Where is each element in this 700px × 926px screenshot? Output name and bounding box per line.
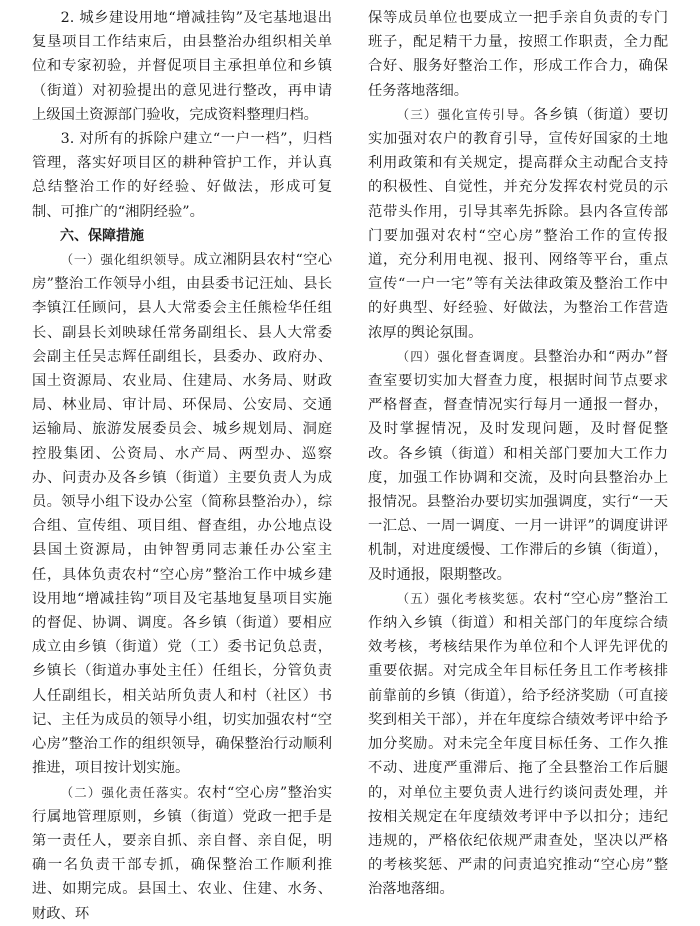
- measure-3-lead: （三）强化宣传引导。: [396, 106, 534, 122]
- measure-5-lead: （五）强化考核奖惩。: [396, 590, 534, 606]
- measure-5-paragraph: [368, 587, 668, 902]
- continued-paragraph: 保等成员单位也要成立一把手亲自负责的专门班子，配足精干力量，按照工作职责，全力配合好、服务好整治工作，形成工作合力，确保任务落地落细。: [368, 10, 668, 99]
- paragraph-item-3: 3. 对所有的拆除户建立“一户一档”，归档管理，落实好项目区的耕种管护工作，并认真总结整治工作的好经验、好做法，形成可复制、可推广的“湘阴经验”。: [32, 131, 332, 220]
- measure-1-paragraph: [32, 248, 332, 780]
- measure-3-paragraph: [368, 103, 668, 345]
- measure-4-text: 县整治办和“两办”督查室要切实加大督查力度，根据时间节点要求严格督查，督查情况实行每月一通报一督办，及时掌握情况，及时发现问题，及时督促整改。各乡镇（街道）和相关部门要加大工作力度，加强工作协调和交流，及时向县整治办上报情况。县整治办要切实加强调度，实行“一天一汇总、一周一调度、一月一讲评”的调度讲评机制，对进度缓慢、工作滞后的乡镇（街道），及时通报，限期整改。: [368, 348, 668, 583]
- measure-2-lead: （二）强化责任落实。: [60, 784, 198, 800]
- paragraph-item-2: 2. 城乡建设用地“增减挂钩”及宅基地退出复垦项目工作结束后，由县整治办组织相关单位和专家初验，并督促项目主承担单位和乡镇（街道）对初验提出的意见进行整改，再申请上级国土资源部门验收，完成资料整理归档。: [32, 10, 332, 123]
- right-column: [368, 6, 668, 902]
- measure-4-paragraph: [368, 345, 668, 587]
- measure-2-paragraph: [32, 781, 332, 926]
- measure-5-text: 农村“空心房”整治工作纳入乡镇（街道）和相关部门的年度综合绩效考核，考核结果作为单位和个人评先评优的重要依据。对完成全年目标任务且工作考核排前靠前的乡镇（街道），给予经济奖励（可直接奖到相关干部），并在年度综合绩效考评中给予加分奖励。对未完全年度目标任务、工作久推不动、进度严重滞后、拖了全县整治工作后腿的，对单位主要负责人进行约谈问责处理，并按相关规定在年度绩效考评中予以扣分；违纪违规的，严格依纪依规严肃查处，坚决以严格的考核奖惩、严肃的问责追究推动“空心房”整治落地落细。: [368, 590, 668, 898]
- measure-4-lead: （四）强化督查调度。: [396, 348, 534, 364]
- measure-2-text: 农村“空心房”整治实行属地管理原则，乡镇（街道）党政一把手是第一责任人，要亲自抓、亲自督、亲自促，明确一名负责干部专抓，确保整治工作顺利推进、如期完成。县国土、农业、住建、水务、财政、环: [32, 784, 332, 922]
- measure-1-text: 成立湘阴县农村“空心房”整治工作领导小组，由县委书记汪灿、县长李镇江任顾问，县人大常委会主任熊检华任组长、副县长刘映球任常务副组长、县人大常委会副主任吴志辉任副组长，县委办、政府办、国土资源局、农业局、住建局、水务局、财政局、林业局、审计局、环保局、公安局、交通运输局、旅游发展委员会、城乡规划局、洞庭控股集团、公资局、水产局、两型办、巡察办、问责办及各乡镇（街道）主要负责人为成员。领导小组下设办公室（简称县整治办），综合组、宣传组、项目组、督查组，办公地点设县国土资源局，由钟智勇同志兼任办公室主任，具体负责农村“空心房”整治工作中城乡建设用地“增减挂钩”项目及宅基地复垦项目实施的督促、协调、调度。各乡镇（街道）要相应成立由乡镇（街道）党（工）委书记负总责，乡镇长（街道办事处主任）任组长，分管负责人任副组长，相关站所负责人和村（社区）书记、主任为成员的领导小组，切实加强农村“空心房”整治工作的组织领导，确保整治行动顺利推进，项目按计划实施。: [32, 252, 332, 777]
- measure-1-lead: （一）强化组织领导。: [60, 252, 194, 268]
- left-column: [32, 6, 332, 926]
- measure-3-text: 各乡镇（街道）要切实加强对农户的教育引导，宣传好国家的土地利用政策和有关规定，提高群众主动配合支持的积极性、自觉性，并充分发挥农村党员的示范带头作用，引导其率先拆除。县内各宣传部门要加强对农村“空心房”整治工作的宣传报道，充分利用电视、报刊、网络等平台，重点宣传“一户一宅”等有关法律政策及整治工作中的好典型、好经验、好做法，为整治工作营造浓厚的舆论氛围。: [368, 106, 668, 341]
- section-heading: 六、保障措施: [60, 227, 144, 244]
